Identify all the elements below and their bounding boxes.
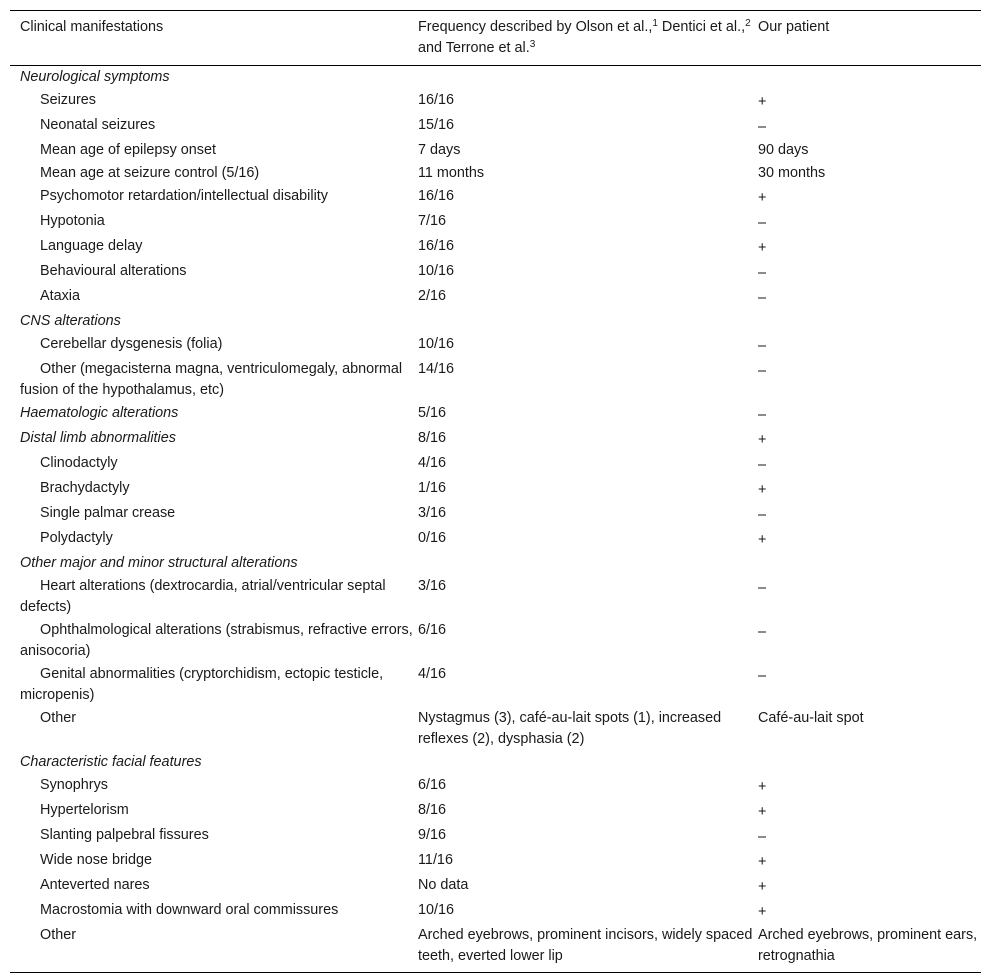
frequency-cell: Arched eyebrows, prominent incisors, widely spaced teeth, everted lower lip [418,927,753,964]
section-label: Other major and minor structural alterations [20,555,298,571]
patient-mark: – [758,363,767,379]
patient-mark: + [758,240,767,256]
table-row [10,775,981,800]
section-label: Neurological symptoms [20,69,170,85]
table-row [10,359,981,403]
patient-cell [758,334,981,359]
patient-mark: + [758,190,767,206]
section-label: Characteristic facial features [20,754,202,770]
header-frequency-part3: and Terrone et al. [418,40,530,56]
table-row [10,900,981,925]
patient-mark: – [758,829,767,845]
patient-cell [758,478,981,503]
header-frequency [418,11,758,66]
patient-cell [758,403,981,428]
patient-cell [758,528,981,553]
manifestation-label: Other [40,927,76,943]
frequency-cell: 7 days [418,142,461,158]
patient-cell [758,428,981,453]
patient-mark: – [758,407,767,423]
header-clinical-manifestations: Clinical manifestations [10,11,418,66]
patient-cell [758,90,981,115]
section-row [10,403,981,428]
table-row [10,90,981,115]
frequency-cell: 2/16 [418,288,447,304]
manifestation-label: Clinodactyly [40,455,118,471]
manifestation-label: Seizures [40,92,96,108]
patient-mark: + [758,432,767,448]
frequency-cell: 10/16 [418,336,455,352]
frequency-cell: 9/16 [418,827,447,843]
section-row [10,311,981,334]
frequency-cell: 7/16 [418,213,447,229]
table-row [10,620,981,664]
patient-cell [758,359,981,403]
frequency-cell: Nystagmus (3), café-au-lait spots (1), increased reflexes (2), dysphasia (2) [418,710,722,747]
manifestation-label: Other (megacisterna magna, ventriculomegaly, abnormal fusion of the hypothalamus, etc) [20,361,403,398]
table-row [10,708,981,752]
manifestation-label: Macrostomia with downward oral commissures [40,902,339,918]
frequency-cell: 4/16 [418,455,447,471]
table-row [10,261,981,286]
section-label: CNS alterations [20,313,121,329]
patient-mark: + [758,94,767,110]
frequency-cell: 10/16 [418,902,455,918]
table-row [10,334,981,359]
patient-cell [758,825,981,850]
header-frequency-part1: Frequency described by Olson et al., [418,19,653,35]
frequency-cell: 16/16 [418,238,455,254]
ref-olson: 1 [652,18,658,29]
patient-cell [758,576,981,620]
patient-cell: 90 days [758,142,809,158]
section-row [10,752,981,775]
patient-mark: – [758,668,767,684]
section-label: Haematologic alterations [20,405,179,421]
patient-cell [758,286,981,311]
patient-mark: + [758,779,767,795]
frequency-cell: 0/16 [418,530,447,546]
table-row [10,875,981,900]
patient-mark: – [758,624,767,640]
ref-terrone: 3 [529,39,536,50]
section-label: Distal limb abnormalities [20,430,176,446]
patient-cell: 30 months [758,165,826,181]
clinical-manifestations-table [10,11,981,972]
table-row [10,140,981,163]
patient-cell [758,900,981,925]
manifestation-label: Psychomotor retardation/intellectual disability [40,188,328,204]
manifestation-label: Mean age at seizure control (5/16) [40,165,260,181]
frequency-cell: 16/16 [418,92,455,108]
table-row [10,528,981,553]
manifestation-label: Other [40,710,76,726]
section-row [10,428,981,453]
patient-cell [758,800,981,825]
frequency-cell: 11/16 [418,852,453,868]
frequency-cell [418,553,758,576]
manifestation-label: Single palmar crease [40,505,176,521]
table-row [10,925,981,972]
manifestation-label: Slanting palpebral fissures [40,827,209,843]
frequency-cell: 3/16 [418,505,447,521]
patient-mark: – [758,457,767,473]
frequency-cell: 10/16 [418,263,455,279]
patient-mark: – [758,215,767,231]
frequency-cell: 8/16 [418,802,447,818]
manifestation-label: Mean age of epilepsy onset [40,142,217,158]
patient-cell [758,115,981,140]
table-row [10,211,981,236]
table-row [10,825,981,850]
patient-mark: + [758,854,767,870]
frequency-cell: 4/16 [418,666,447,682]
patient-cell [758,553,981,576]
patient-cell [758,503,981,528]
frequency-cell: 16/16 [418,188,455,204]
ref-dentici: 2 [745,18,751,29]
patient-mark: – [758,338,767,354]
frequency-cell: 15/16 [418,117,455,133]
frequency-cell: 11 months [418,165,485,181]
manifestation-label: Hypotonia [40,213,105,229]
frequency-cell: 6/16 [418,622,447,638]
patient-cell [758,664,981,708]
frequency-cell: 14/16 [418,361,455,377]
manifestation-label: Anteverted nares [40,877,150,893]
manifestation-label: Wide nose bridge [40,852,152,868]
patient-mark: + [758,804,767,820]
patient-cell [758,186,981,211]
frequency-cell: 3/16 [418,578,447,594]
table-row [10,664,981,708]
table-body [10,66,981,973]
patient-cell [758,236,981,261]
clinical-table-container [10,10,981,973]
manifestation-label: Behavioural alterations [40,263,187,279]
table-row [10,163,981,186]
patient-cell [758,775,981,800]
table-row [10,186,981,211]
manifestation-label: Ophthalmological alterations (strabismus, refractive errors, anisocoria) [20,622,413,659]
section-row [10,66,981,91]
table-row [10,800,981,825]
patient-cell [758,66,981,91]
table-row [10,115,981,140]
table-row [10,850,981,875]
table-row [10,503,981,528]
patient-cell [758,620,981,664]
section-row [10,553,981,576]
patient-cell [758,875,981,900]
patient-mark: – [758,265,767,281]
frequency-cell [418,311,758,334]
patient-cell [758,453,981,478]
patient-mark: + [758,482,767,498]
table-row [10,236,981,261]
frequency-cell: 5/16 [418,405,447,421]
manifestation-label: Heart alterations (dextrocardia, atrial/ventricular septal defects) [20,578,386,615]
header-our-patient: Our patient [758,11,981,66]
frequency-cell: 6/16 [418,777,447,793]
patient-mark: + [758,532,767,548]
manifestation-label: Synophrys [40,777,108,793]
manifestation-label: Brachydactyly [40,480,130,496]
patient-cell: Arched eyebrows, prominent ears, retrognathia [758,927,978,964]
manifestation-label: Polydactyly [40,530,113,546]
table-header-row [10,11,981,66]
patient-mark: – [758,507,767,523]
patient-cell [758,261,981,286]
frequency-cell: 8/16 [418,430,447,446]
patient-mark: – [758,290,767,306]
table-row [10,478,981,503]
manifestation-label: Hypertelorism [40,802,129,818]
manifestation-label: Language delay [40,238,143,254]
patient-cell: Café-au-lait spot [758,710,864,726]
patient-cell [758,850,981,875]
frequency-cell: 1/16 [418,480,447,496]
manifestation-label: Neonatal seizures [40,117,156,133]
patient-mark: + [758,904,767,920]
table-row [10,576,981,620]
manifestation-label: Genital abnormalities (cryptorchidism, ectopic testicle, micropenis) [20,666,384,703]
frequency-cell: No data [418,877,469,893]
table-row [10,453,981,478]
header-frequency-part2: Dentici et al., [657,19,746,35]
patient-mark: – [758,119,767,135]
patient-mark: + [758,879,767,895]
patient-mark: – [758,580,767,596]
patient-cell [758,211,981,236]
patient-cell [758,311,981,334]
manifestation-label: Cerebellar dysgenesis (folia) [40,336,223,352]
patient-cell [758,752,981,775]
frequency-cell [418,752,758,775]
manifestation-label: Ataxia [40,288,80,304]
frequency-cell [418,66,758,91]
table-row [10,286,981,311]
